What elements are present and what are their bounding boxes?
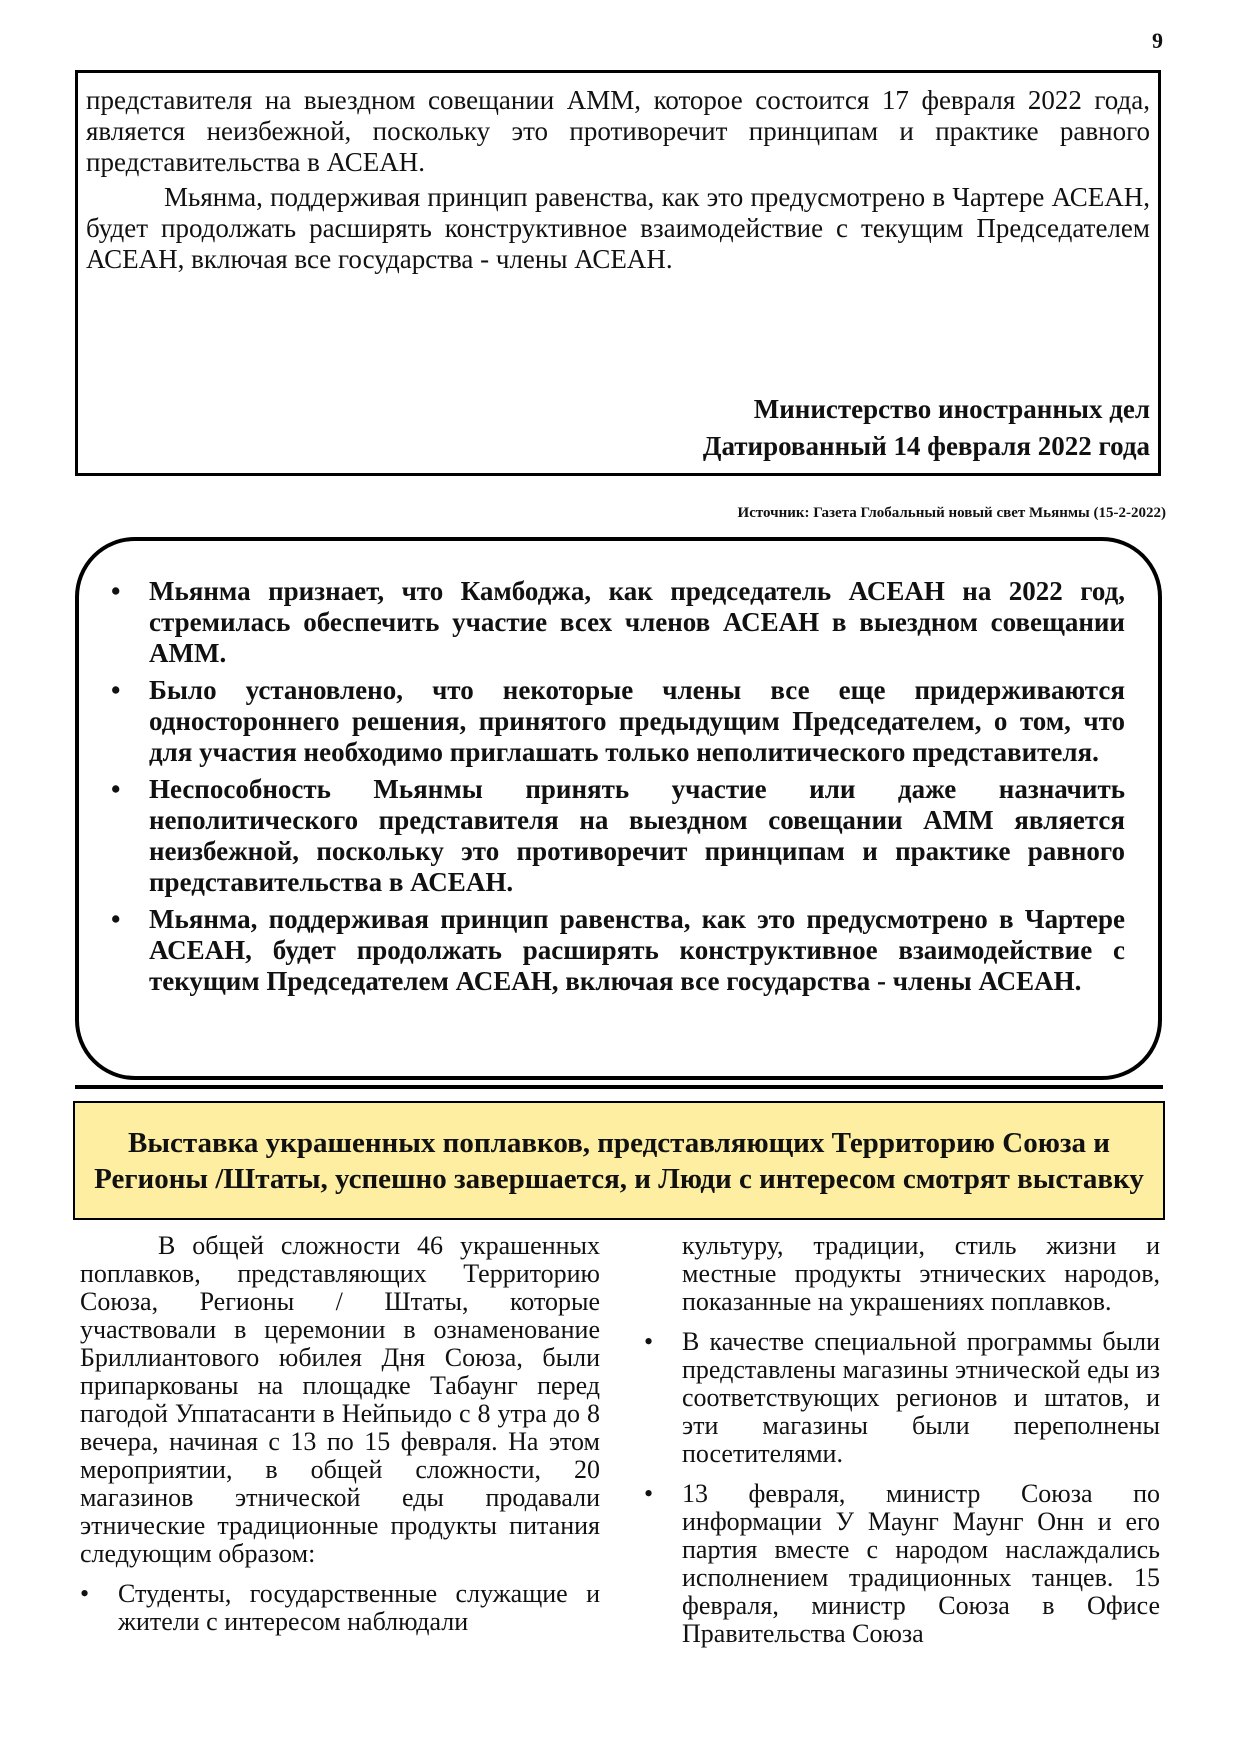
page-number: 9 — [1152, 28, 1163, 53]
article-bullets-right — [682, 1328, 1160, 1648]
summary-item: • Мьянма, поддерживая принцип равенства, как это предусмотрено в Чартере АСЕАН, будет продолжать расширять конструктивное взаимодействие с текущим Председателем АСЕАН, включая все государства - члены АСЕАН. — [149, 904, 1125, 997]
article-column-left — [80, 1232, 600, 1636]
letter-box — [75, 70, 1161, 476]
summary-list — [79, 541, 1158, 997]
headline: Выставка украшенных поплавков, представляющих Территорию Союза и Регионы /Штаты, успешно завершается, и Люди с интересом смотрят выставку — [94, 1126, 1144, 1195]
article-column-right — [682, 1232, 1160, 1648]
article-paragraph: В общей сложности 46 украшенных поплавков, представляющих Территорию Союза, Регионы / Штаты, которые участвовали в церемонии в ознаменование Бриллиантового юбилея Дня Союза, были припаркованы на площадке Табаунг перед пагодой Уппатасанти в Нейпьидо с 8 утра до 8 вечера, начиная с 13 по 15 февраля. На этом мероприятии, в общей сложности, 20 магазинов этнической еды продавали этнические традиционные продукты питания следующим образом: — [80, 1231, 600, 1568]
summary-item: • Было установлено, что некоторые члены все еще придерживаются одностороннего решения, принятого предыдущим Председателем, о том, что для участия необходимо приглашать только неполитического представителя. — [149, 675, 1125, 768]
section-divider — [75, 1085, 1163, 1089]
summary-box — [75, 537, 1162, 1080]
article-columns — [80, 1232, 1160, 1752]
article-bullets-left — [80, 1580, 600, 1636]
signature-line-1: Министерство иностранных дел — [753, 394, 1150, 424]
signature-line-2: Датированный 14 февраля 2022 года — [702, 431, 1150, 461]
article-bullet: • В качестве специальной программы были представлены магазины этнической еды из соответствующих регионов и штатов, и эти магазины были переполнены посетителями. — [682, 1328, 1160, 1468]
headline-box — [73, 1101, 1165, 1220]
article-bullet: • Студенты, государственные служащие и жители с интересом наблюдали — [80, 1580, 600, 1636]
source-citation: Источник: Газета Глобальный новый свет Мьянмы (15-2-2022) — [737, 505, 1166, 521]
letter-paragraph-1: представителя на выездном совещании АММ, которое состоится 17 февраля 2022 года, является неизбежной, поскольку это противоречит принципам и практике равного представительства в АСЕАН. — [86, 85, 1150, 177]
signature — [703, 391, 1150, 465]
letter-paragraph-2: Мьянма, поддерживая принцип равенства, как это предусмотрено в Чартере АСЕАН, будет продолжать расширять конструктивное взаимодействие с текущим Председателем АСЕАН, включая все государства - члены АСЕАН. — [86, 182, 1150, 274]
article-bullet: • 13 февраля, министр Союза по информации У Маунг Маунг Онн и его партия вместе с народом наслаждались исполнением традиционных танцев. 15 февраля, министр Союза в Офисе Правительства Союза — [682, 1480, 1160, 1648]
article-continuation: культуру, традиции, стиль жизни и местные продукты этнических народов, показанные на украшениях поплавков. — [682, 1231, 1160, 1316]
summary-item: • Неспособность Мьянмы принять участие или даже назначить неполитического представителя на выездном совещании АММ является неизбежной, поскольку это противоречит принципам и практике равного представительства в АСЕАН. — [149, 774, 1125, 898]
summary-item: • Мьянма признает, что Камбоджа, как председатель АСЕАН на 2022 год, стремилась обеспечить участие всех членов АСЕАН в выездном совещании АММ. — [149, 576, 1125, 669]
